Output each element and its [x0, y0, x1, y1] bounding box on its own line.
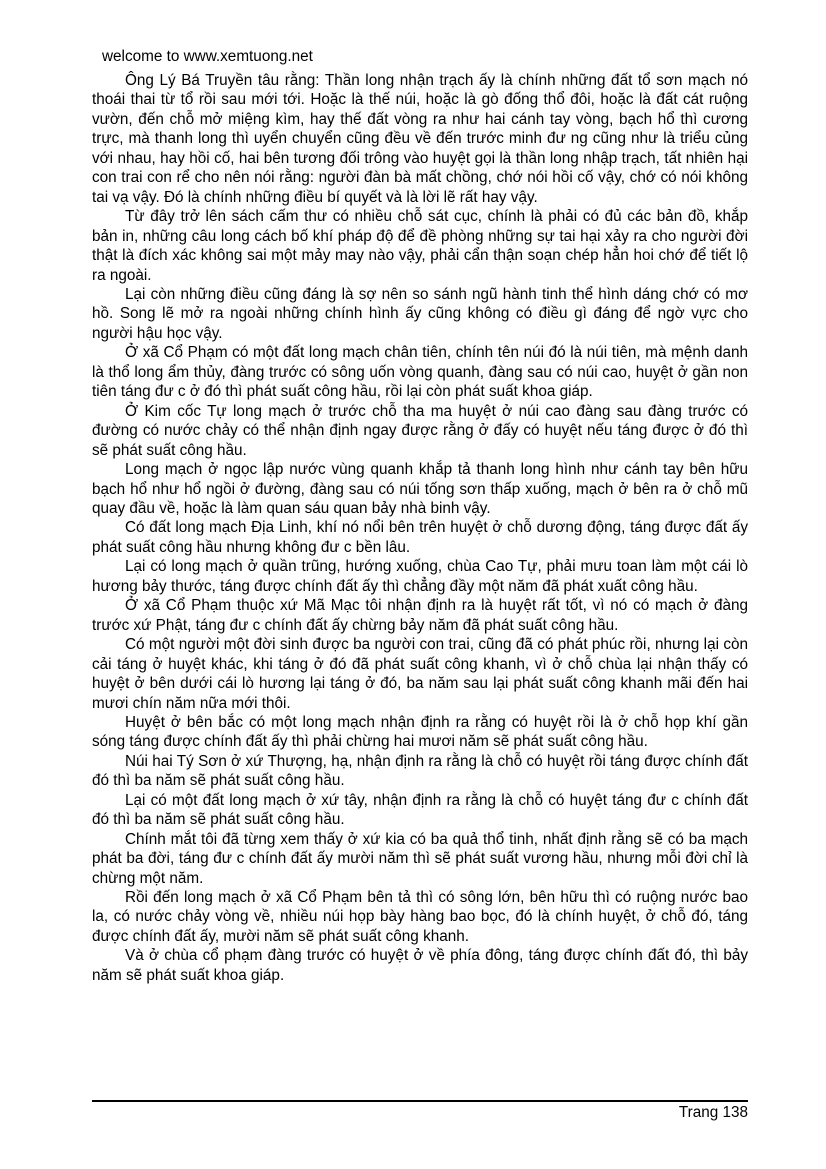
paragraph: Từ đây trở lên sách cấm thư có nhiều chỗ sát cục, chính là phải có đủ các bản đồ, khắp bản in, những câu long cách bố khí pháp độ để đề phòng những sự tai hại xảy ra cho người đời thật là đích xác không sai một mảy may nào vậy, phải cẩn thận soạn chép hẳn hoi chớ để tiết lộ ra ngoài. [92, 208, 748, 284]
site-header-text: welcome to www.xemtuong.net [102, 48, 313, 65]
paragraph: Ở xã Cổ Phạm có một đất long mạch chân tiên, chính tên núi đó là núi tiên, mà mệnh danh là thổ long ẩm thủy, đàng trước có sông uốn vòng quanh, đàng sau có núi cao, huyệt ở gần non tiên táng đư c ở đó thì phát suất công hầu, rồi lại còn phát suất khoa giáp. [92, 344, 748, 401]
paragraph: Và ở chùa cổ phạm đàng trước có huyệt ở về phía đông, táng được chính đất đó, thì bảy năm sẽ phát suất khoa giáp. [92, 947, 748, 984]
paragraph: Núi hai Tý Sơn ở xứ Thượng, hạ, nhận định ra rằng là chỗ có huyệt rồi táng được chính đất đó thì ba năm sẽ phát suất công hầu. [92, 752, 748, 790]
paragraph: Có đất long mạch Địa Linh, khí nó nổi bên trên huyệt ở chỗ dương động, táng được đất ấy phát suất công hầu nhưng không đư c bền lâu. [92, 519, 748, 556]
paragraph: Lại có long mạch ở quần trũng, hướng xuống, chùa Cao Tự, phải mưu toan làm một cái lò hương bảy thước, táng được chính đất ấy thì chẳng đầy một năm đã phát xuất công hầu. [92, 558, 748, 595]
footer-divider [92, 1100, 748, 1122]
paragraph: Long mạch ở ngọc lập nước vùng quanh khắp tả thanh long hình như cánh tay bên hữu bạch hổ như hổ ngồi ở đường, đàng sau có núi tống sơn thấp xuống, mạch ở bên ra ở chỗ mũ quay đầu về, hoặc là làm quan sáu quan bảy nhà binh vậy. [92, 461, 748, 517]
paragraph: Lại còn những điều cũng đáng là sợ nên so sánh ngũ hành tinh thể hình dáng chớ có mơ hồ. Song lẽ mở ra ngoài những chính hình ấy cũng không có điều gì đáng để ngờ vực cho người hậu học vậy. [92, 285, 748, 342]
document-body [92, 71, 748, 985]
paragraph: Chính mắt tôi đã từng xem thấy ở xứ kia có ba quả thổ tinh, nhất định rằng sẽ có ba mạch phát ba đời, táng đư c chính đất ấy mười năm thì sẽ phát suất vương hầu, nhưng mỗi đời chỉ là chừng một năm. [92, 830, 748, 887]
paragraph: Có một người một đời sinh được ba người con trai, cũng đã có phát phúc rồi, nhưng lại còn cải táng ở huyệt khác, khi táng ở đó đã phát suất công khanh, vì ở chỗ chùa lại nhận thấy có huyệt ở bên dưới cái lò hương lại táng ở đó, ba năm sau lại phát suất công khanh mãi đến hai mươi chín năm nữa mới thôi. [92, 636, 748, 712]
paragraph: Lại có một đất long mạch ở xứ tây, nhận định ra rằng là chỗ có huyệt táng đư c chính đất đó thì ba năm sẽ phát suất công hầu. [92, 791, 748, 829]
paragraph: Ông Lý Bá Truyền tâu rằng: Thần long nhận trạch ấy là chính những đất tổ sơn mạch nó thoái thai từ tổ rồi sau mới tới. Hoặc là thế núi, hoặc là gò đống thổ đôi, hoặc là đất cát ruộng vườn, đến chỗ mở miệng kìm, hay thế đất vòng ra như hai cánh tay vòng, bạch hổ thì cương trực, mà thanh long thì uyển chuyển cũng đều về đến trước minh đư ng cũng như là triểu củng với nhau, hay hồi cố, hai bên tương đối trông vào huyệt gọi là thần long nhập trạch, tất nhiên hại con trai con rể cho nên nói rằng: người đàn bà mất chồng, chớ nói hồi cố vậy, chớ có nói không tai vạ vậy. Đó là chính những điều bí quyết và là lời lẽ rất hay vậy. [92, 72, 748, 206]
paragraph: Ở Kim cốc Tự long mạch ở trước chỗ tha ma huyệt ở núi cao đàng sau đàng trước có đường có nước chảy có thể nhận định ngay được rằng ở đấy có huyệt nếu táng được ở đó thì sẽ phát suất công hầu. [92, 402, 748, 459]
paragraph: Rồi đến long mạch ở xã Cổ Phạm bên tả thì có sông lớn, bên hữu thì có ruộng nước bao la, có nước chảy vòng về, nhiều núi họp bày hàng bao bọc, đó là chính huyệt, ở chỗ đó, táng được chính đất ấy, mười năm sẽ phát suất công khanh. [92, 889, 748, 945]
paragraph: Huyệt ở bên bắc có một long mạch nhận định ra rằng có huyệt rồi là ở chỗ họp khí gần sóng táng được chính đất ấy thì phải chừng hai mươi năm sẽ phát suất công hầu. [92, 713, 748, 751]
paragraph: Ở xã Cổ Phạm thuộc xứ Mã Mạc tôi nhận định ra là huyệt rất tốt, vì nó có mạch ở đàng trước xứ Phật, táng đư c chính đất ấy chừng bảy năm đã phát suất công hầu. [92, 597, 748, 634]
page-number: Trang 138 [678, 1104, 748, 1121]
